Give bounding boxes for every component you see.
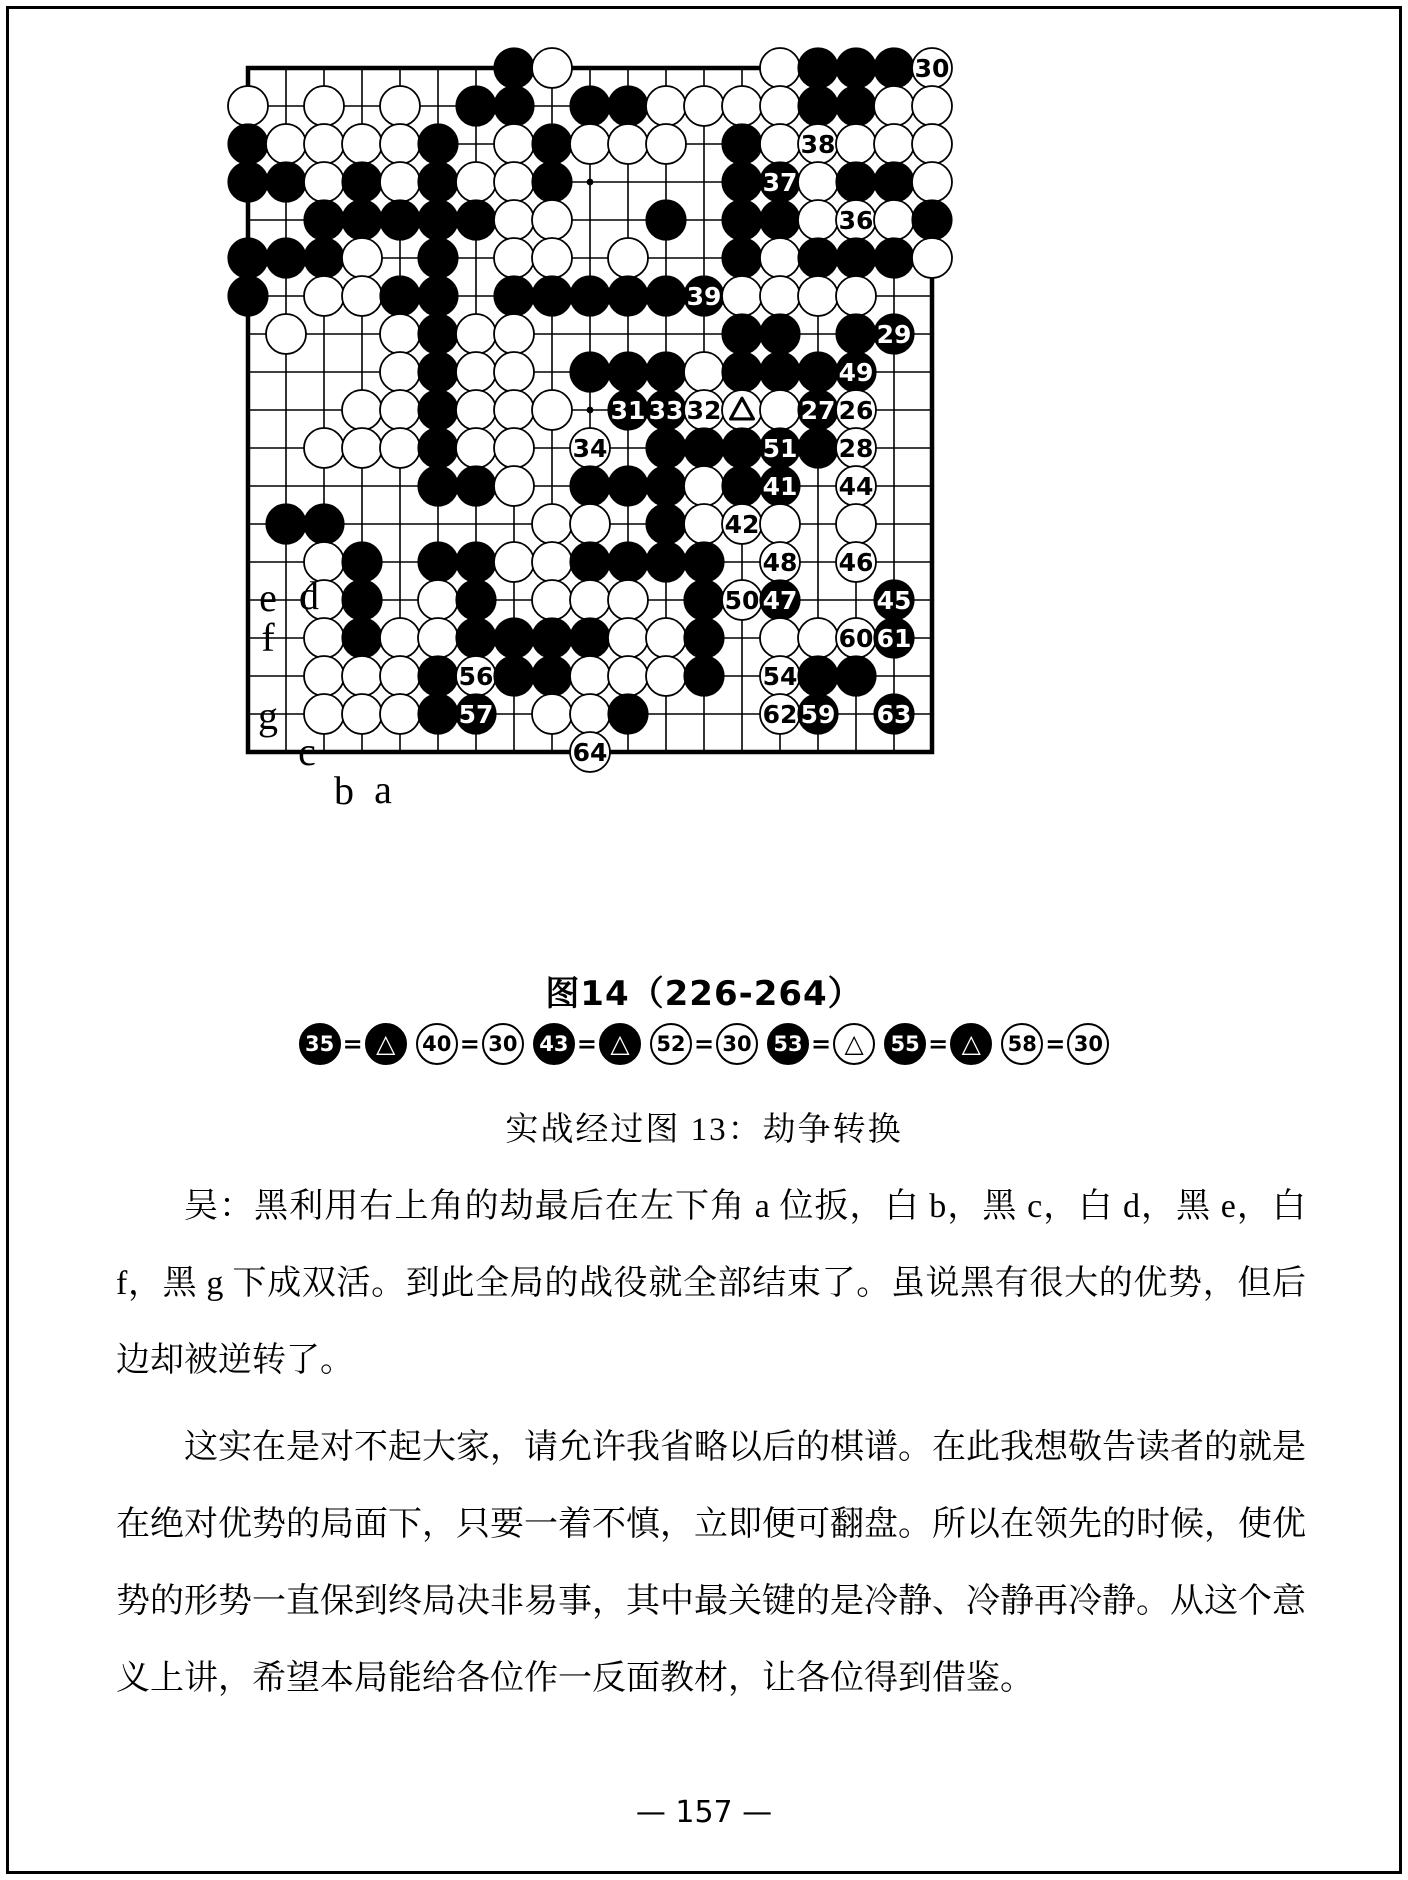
svg-text:59: 59 [800, 700, 836, 729]
legend-equals: = [459, 1030, 480, 1058]
legend-pair [416, 1023, 524, 1065]
go-board[interactable] [218, 38, 962, 787]
legend-stone-right [365, 1023, 407, 1065]
svg-text:44: 44 [838, 472, 874, 501]
svg-text:51: 51 [762, 434, 798, 463]
legend-stone-right [833, 1023, 875, 1065]
legend-stone-right: 30 [1067, 1023, 1109, 1065]
svg-text:63: 63 [876, 700, 912, 729]
go-diagram-section [28, 28, 1380, 1058]
svg-text:42: 42 [724, 510, 760, 539]
svg-text:60: 60 [838, 624, 874, 653]
svg-text:28: 28 [838, 434, 874, 463]
legend-pair [767, 1023, 875, 1065]
legend-pair [1001, 1023, 1109, 1065]
legend-equals: = [811, 1030, 832, 1058]
body-paragraph: 吴：黑利用右上角的劫最后在左下角 a 位扳，白 b，黑 c，白 d，黑 e，白 f，黑 g 下成双活。到此全局的战役就全部结束了。虽说黑有很大的优势，但后边却被逆转了。 [116, 1188, 1306, 1379]
page-content [28, 28, 1380, 1852]
legend-equals: = [1045, 1030, 1066, 1058]
coord-label-c: c [298, 729, 316, 774]
legend-stone-right: 30 [482, 1023, 524, 1065]
svg-text:33: 33 [648, 396, 684, 425]
svg-text:30: 30 [914, 54, 950, 83]
svg-text:39: 39 [686, 282, 722, 311]
svg-text:64: 64 [572, 738, 608, 767]
legend-stone-left: 40 [416, 1023, 458, 1065]
svg-text:32: 32 [686, 396, 722, 425]
svg-text:34: 34 [572, 434, 608, 463]
legend-stone-left: 52 [650, 1023, 692, 1065]
triangle-marker-icon: △ [961, 1028, 981, 1058]
svg-text:29: 29 [876, 320, 912, 349]
svg-text:61: 61 [876, 624, 912, 653]
coord-label-a: a [374, 767, 392, 812]
triangle-marker-icon: △ [844, 1028, 864, 1058]
body-text [116, 1168, 1306, 1727]
coord-label-g: g [258, 693, 278, 738]
svg-text:50: 50 [724, 586, 760, 615]
legend-pair [884, 1023, 992, 1065]
svg-text:37: 37 [762, 168, 798, 197]
legend-stone-left: 43 [533, 1023, 575, 1065]
legend-equals: = [342, 1030, 363, 1058]
legend-stone-left: 53 [767, 1023, 809, 1065]
svg-text:45: 45 [876, 586, 912, 615]
legend-pair [650, 1023, 758, 1065]
svg-text:31: 31 [610, 396, 646, 425]
svg-text:48: 48 [762, 548, 798, 577]
figure-title: 图14（226-264） [545, 974, 863, 1014]
legend-stone-left: 35 [299, 1023, 341, 1065]
svg-text:57: 57 [458, 700, 494, 729]
legend-pair [533, 1023, 641, 1065]
svg-text:36: 36 [838, 206, 874, 235]
svg-text:47: 47 [762, 586, 798, 615]
legend-equals: = [693, 1030, 715, 1058]
body-paragraph: 这实在是对不起大家，请允许我省略以后的棋谱。在此我想敬告读者的就是在绝对优势的局面下，只要一着不慎，立即便可翻盘。所以在领先的时候，使优势的形势一直保到终局决非易事，其中最关键的是冷静、冷静再冷静。从这个意义上讲，希望本局能给各位作一反面教材，让各位得到借鉴。 [116, 1429, 1306, 1697]
triangle-marker-icon: △ [376, 1028, 396, 1058]
svg-text:26: 26 [838, 396, 874, 425]
svg-text:62: 62 [762, 700, 798, 729]
svg-text:49: 49 [838, 358, 874, 387]
legend-stone-left: 55 [884, 1023, 926, 1065]
svg-text:41: 41 [762, 472, 798, 501]
svg-text:56: 56 [458, 662, 494, 691]
svg-text:27: 27 [800, 396, 836, 425]
figure-subtitle: 实战经过图 13：劫争转换 [505, 1112, 903, 1148]
legend-stone-right: 30 [716, 1023, 758, 1065]
legend-equals: = [928, 1030, 949, 1058]
coord-label-e: e [259, 575, 277, 620]
legend-equals: = [576, 1030, 597, 1058]
coord-label-b: b [334, 768, 354, 813]
coord-label-f: f [261, 615, 275, 660]
page-number: — 157 — [635, 1795, 773, 1830]
svg-text:38: 38 [800, 130, 836, 159]
legend-stone-right [599, 1023, 641, 1065]
move-legend [28, 1023, 1380, 1065]
legend-stone-left: 58 [1001, 1023, 1043, 1065]
legend-stone-right [950, 1023, 992, 1065]
svg-text:54: 54 [762, 662, 798, 691]
triangle-marker-icon: △ [610, 1028, 630, 1058]
coord-label-d: d [299, 573, 319, 618]
svg-text:46: 46 [838, 548, 874, 577]
legend-pair [299, 1023, 407, 1065]
